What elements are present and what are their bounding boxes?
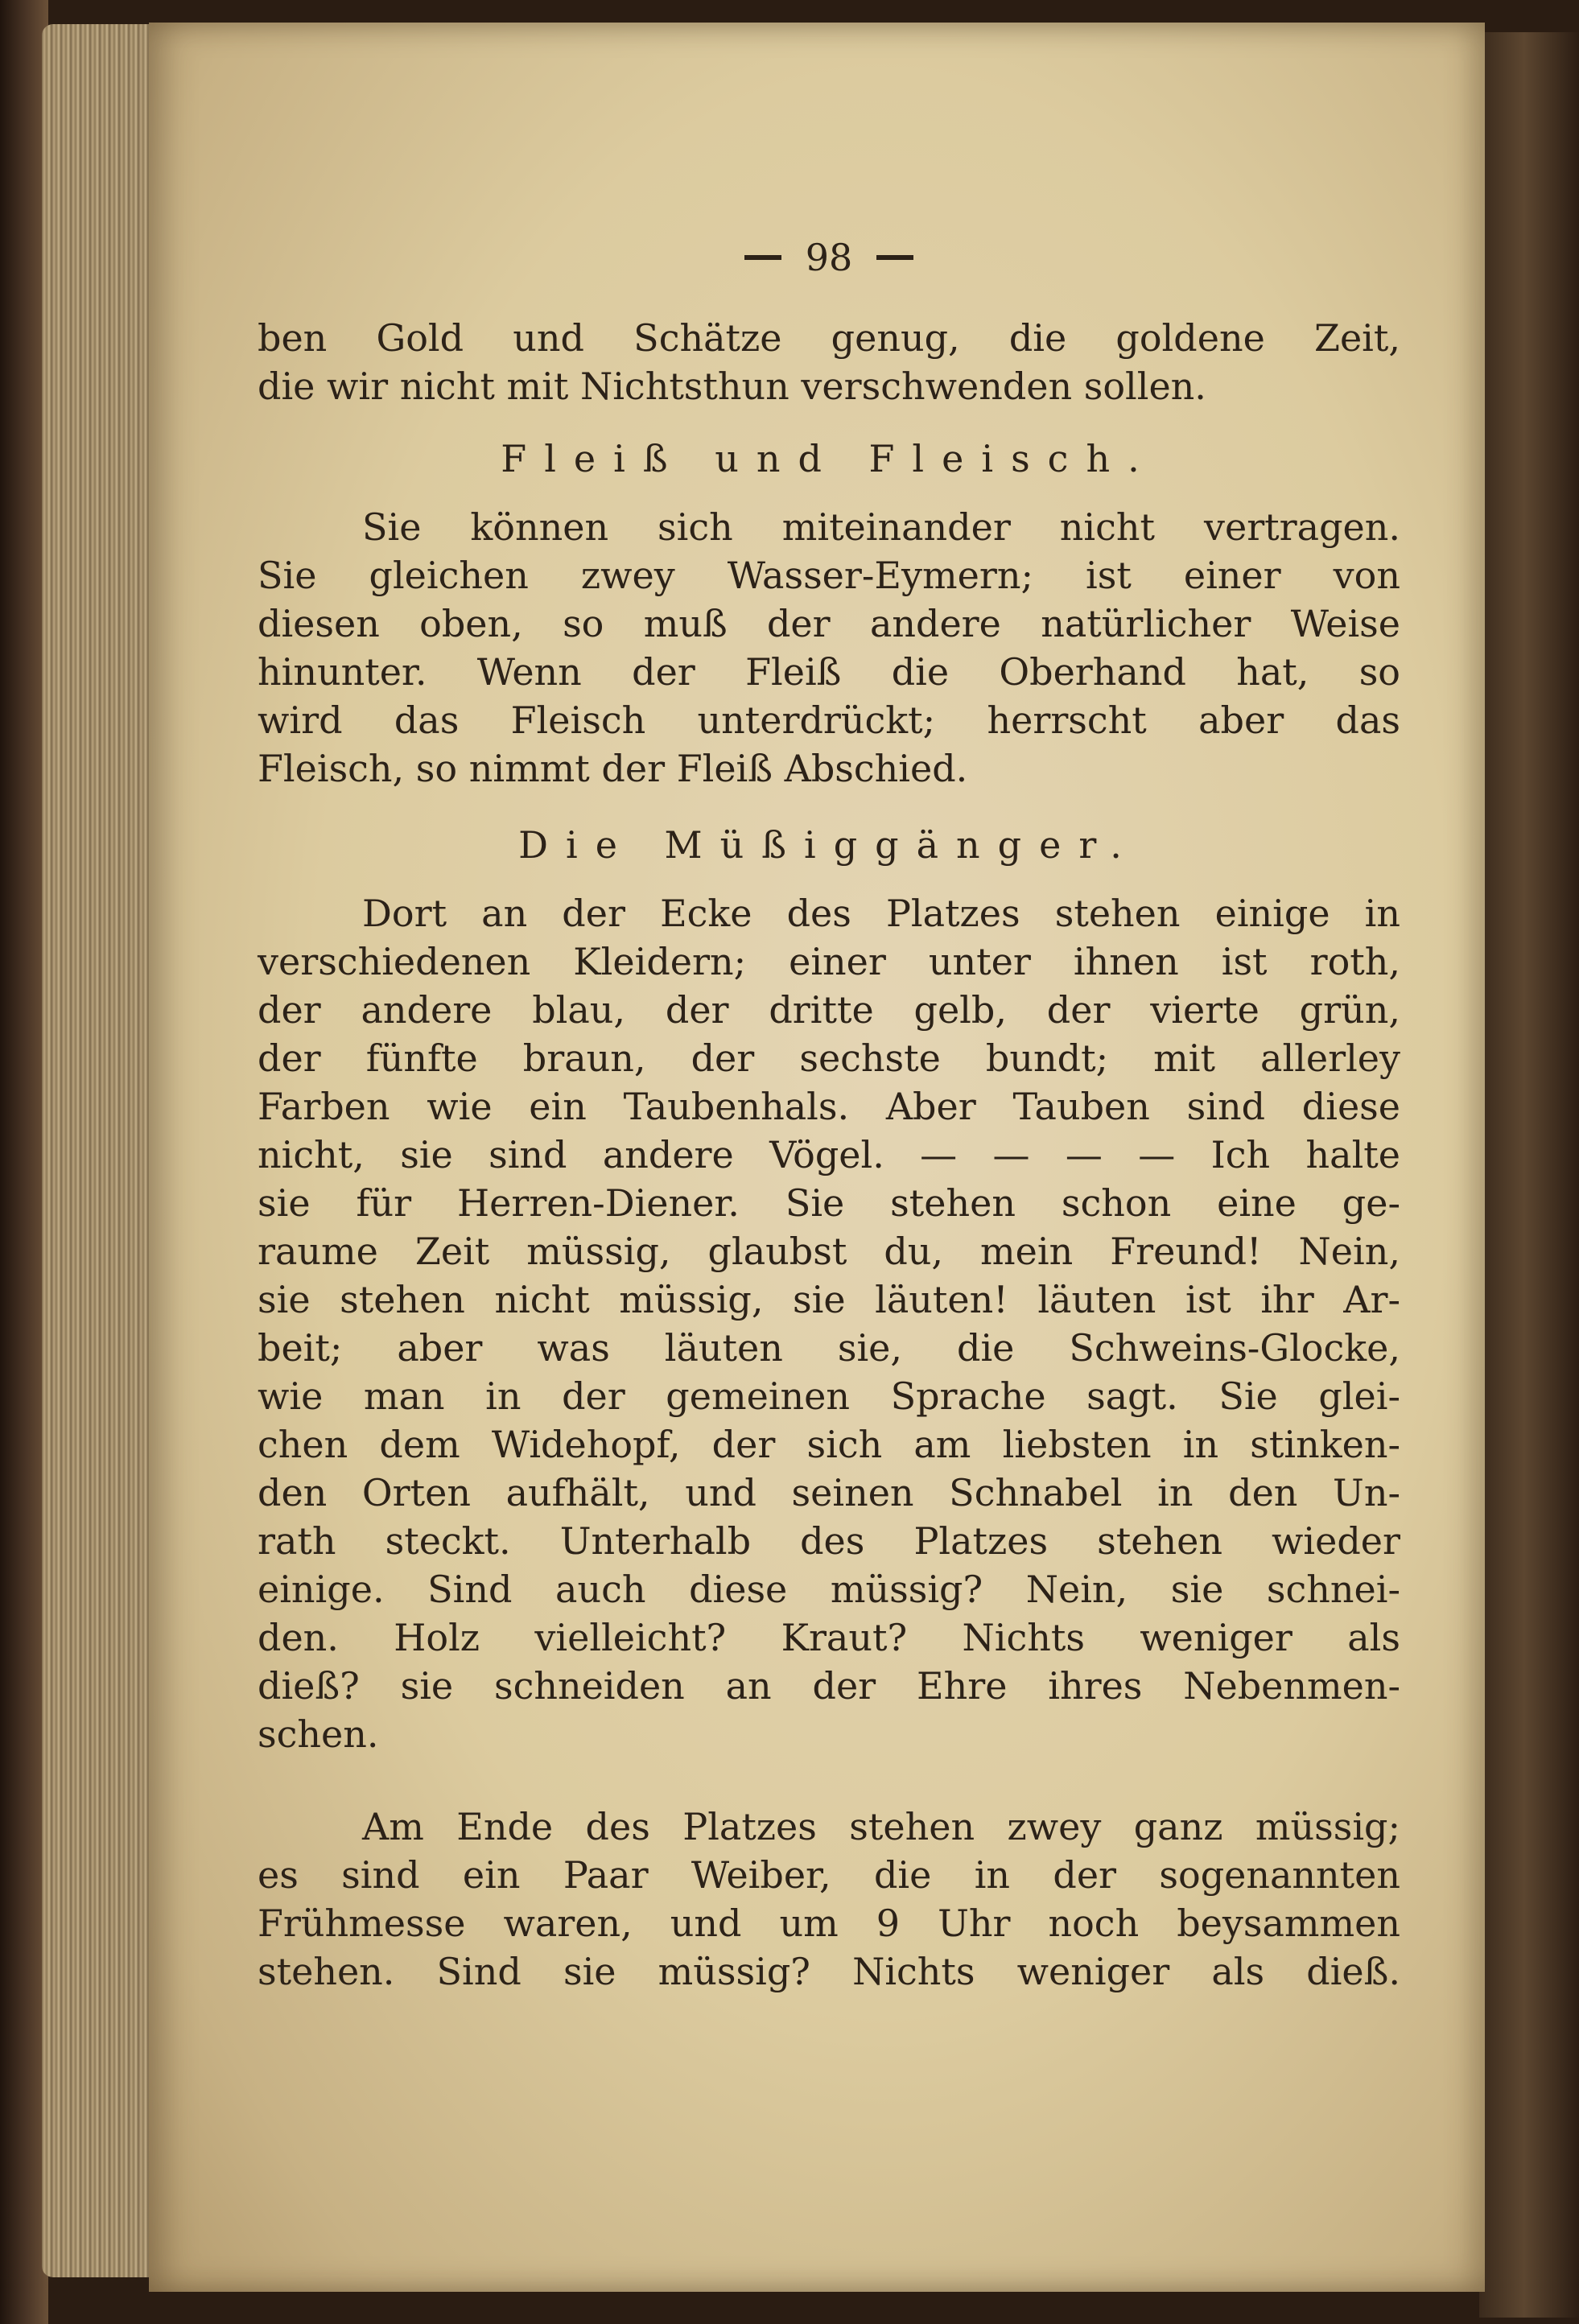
text-line: beit; aber was läuten sie, die Schweins-Glocke, bbox=[258, 1326, 1400, 1370]
text-line: sie für Herren-Diener. Sie stehen schon eine ge- bbox=[258, 1181, 1400, 1225]
text-line: Farben wie ein Taubenhals. Aber Tauben sind diese bbox=[258, 1085, 1400, 1128]
text-line: wie man in der gemeinen Sprache sagt. Sie glei- bbox=[258, 1374, 1400, 1418]
book-fore-edge bbox=[1479, 32, 1579, 2318]
text-line: rath steckt. Unterhalb des Platzes stehen wieder bbox=[258, 1519, 1400, 1563]
page-number-dash-left bbox=[744, 255, 781, 260]
text-line: Sie gleichen zwey Wasser-Eymern; ist einer von bbox=[258, 554, 1400, 597]
text-line: verschiedenen Kleidern; einer unter ihnen ist roth, bbox=[258, 940, 1400, 983]
text-line: raume Zeit müssig, glaubst du, mein Freund! Nein, bbox=[258, 1230, 1400, 1273]
text-line: ben Gold und Schätze genug, die goldene Zeit, bbox=[258, 316, 1400, 360]
page-number-text: 98 bbox=[805, 236, 853, 279]
text-line: hinunter. Wenn der Fleiß die Oberhand hat, so bbox=[258, 650, 1400, 694]
text-line: wird das Fleisch unterdrückt; herrscht aber das bbox=[258, 698, 1400, 742]
text-line: einige. Sind auch diese müssig? Nein, sie schnei- bbox=[258, 1568, 1400, 1611]
text-line: Am Ende des Platzes stehen zwey ganz müssig; bbox=[362, 1805, 1400, 1848]
book-spine bbox=[0, 0, 48, 2324]
text-line: den Orten aufhält, und seinen Schnabel in den Un- bbox=[258, 1471, 1400, 1514]
page-stack-edges bbox=[42, 24, 163, 2277]
text-line: stehen. Sind sie müssig? Nichts weniger als dieß. bbox=[258, 1950, 1400, 1993]
text-line: schen. bbox=[258, 1712, 379, 1756]
text-line: Frühmesse waren, und um 9 Uhr noch beysammen bbox=[258, 1902, 1400, 1945]
text-line: Dort an der Ecke des Platzes stehen einige in bbox=[362, 892, 1400, 935]
text-line: sie stehen nicht müssig, sie läuten! läuten ist ihr Ar- bbox=[258, 1278, 1400, 1321]
text-line: die wir nicht mit Nichtsthun verschwenden sollen. bbox=[258, 365, 1206, 408]
text-line: diesen oben, so muß der andere natürlicher Weise bbox=[258, 602, 1400, 645]
text-line: nicht, sie sind andere Vögel. — — — — Ich halte bbox=[258, 1133, 1400, 1176]
section-heading: Die Müßiggänger. bbox=[518, 823, 1140, 867]
page-number bbox=[258, 225, 1400, 290]
text-line: es sind ein Paar Weiber, die in der sogenannten bbox=[258, 1853, 1400, 1897]
text-line: der fünfte braun, der sechste bundt; mit allerley bbox=[258, 1036, 1400, 1080]
text-line: dieß? sie schneiden an der Ehre ihres Nebenmen- bbox=[258, 1664, 1400, 1708]
text-line: den. Holz vielleicht? Kraut? Nichts weniger als bbox=[258, 1616, 1400, 1659]
book-page bbox=[149, 23, 1485, 2292]
text-line: Sie können sich miteinander nicht vertragen. bbox=[362, 505, 1400, 549]
page-number-dash-right bbox=[876, 255, 913, 260]
text-line: chen dem Widehopf, der sich am liebsten in stinken- bbox=[258, 1423, 1400, 1466]
section-heading: Fleiß und Fleisch. bbox=[501, 437, 1157, 480]
text-line: der andere blau, der dritte gelb, der vierte grün, bbox=[258, 988, 1400, 1032]
text-line: Fleisch, so nimmt der Fleiß Abschied. bbox=[258, 747, 968, 790]
